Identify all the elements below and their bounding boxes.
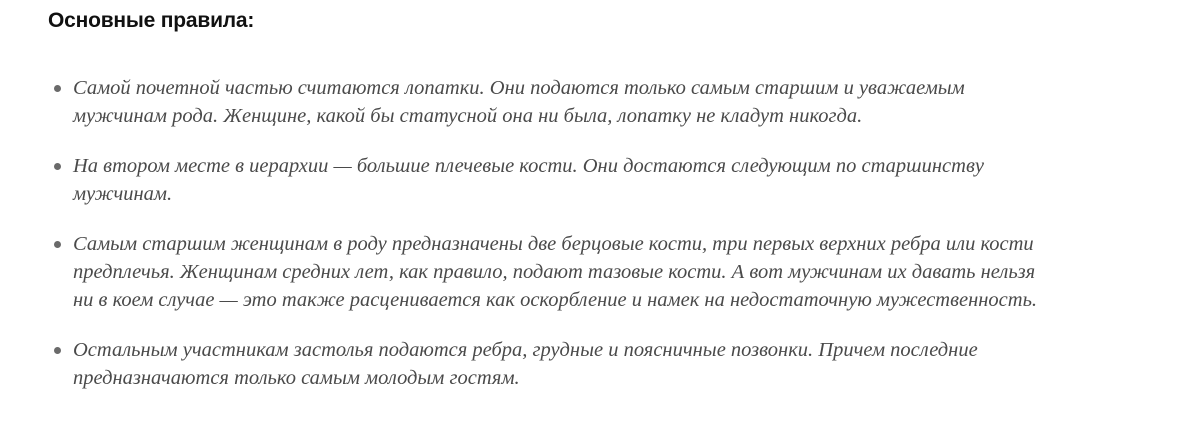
rule-text: Самой почетной частью считаются лопатки. Они подаются только самым старшим и уважаемым мужчинам рода. Женщине, какой бы статусной она ни была, лопатку не кладут никогда. (73, 77, 965, 127)
rule-item (48, 336, 1048, 392)
section-heading: Основные правила: (48, 9, 255, 32)
rules-list (48, 74, 1048, 414)
rule-item (48, 152, 1048, 208)
bullet-icon (54, 347, 61, 354)
article-section (48, 0, 1158, 389)
bullet-icon (54, 85, 61, 92)
bullet-icon (54, 241, 61, 248)
rule-text: Остальным участникам застолья подаются ребра, грудные и поясничные позвонки. Причем последние предназначаются только самым молодым гостям. (73, 339, 978, 389)
rule-text: Самым старшим женщинам в роду предназначены две берцовые кости, три первых верхних ребра или кости предплечья. Женщинам средних лет, как правило, подают тазовые кости. А вот мужчинам их давать нельзя ни в коем случае — это также расценивается как оскорбление и намек на недостаточную мужественность. (73, 233, 1038, 311)
bullet-icon (54, 163, 61, 170)
rule-item (48, 230, 1048, 314)
rule-item (48, 74, 1048, 130)
rule-text: На втором месте в иерархии — большие плечевые кости. Они достаются следующим по старшинству мужчинам. (73, 155, 984, 205)
